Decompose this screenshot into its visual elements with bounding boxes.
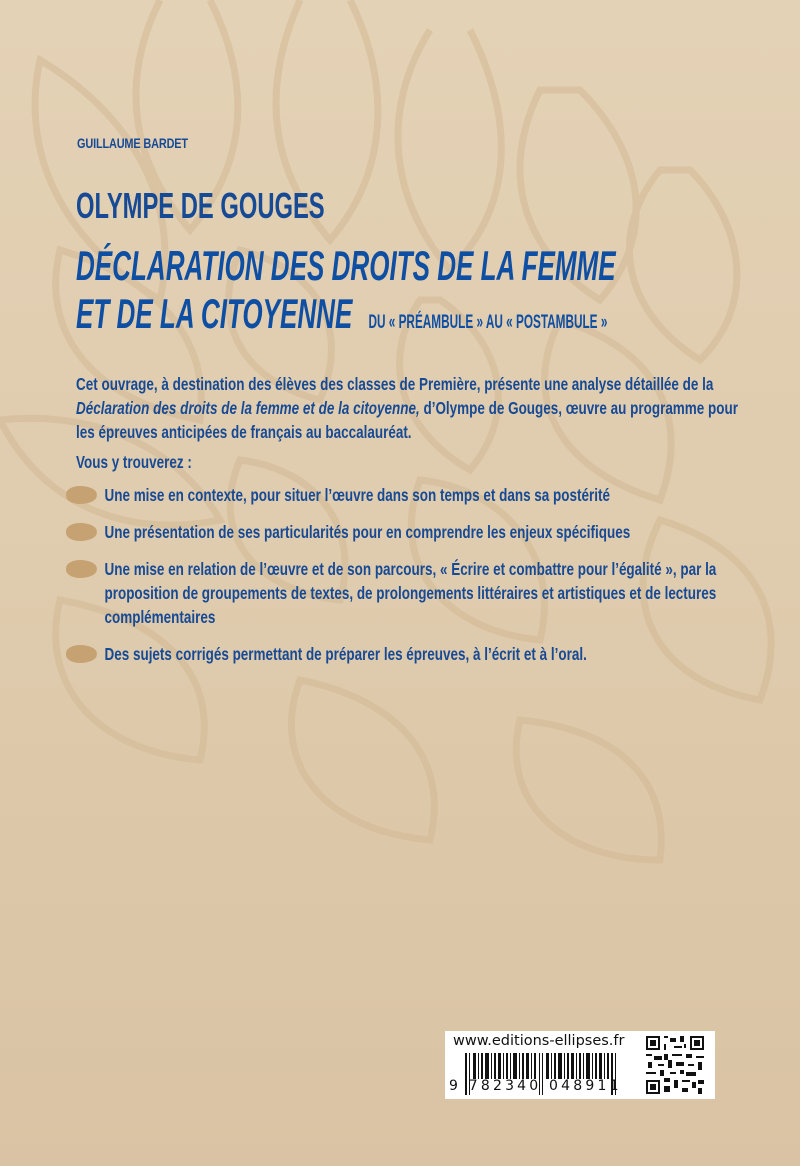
list-item — [66, 557, 744, 629]
isbn-block — [445, 1031, 715, 1099]
subject-name: OLYMPE DE GOUGES — [76, 185, 325, 226]
intro-text-before: Cet ouvrage, à destination des élèves des classes de Première, présente une analyse détaillée de la — [76, 374, 714, 394]
book-subtitle: DU « PRÉAMBULE » AU « POSTAMBULE » — [368, 312, 608, 333]
list-item — [66, 642, 744, 666]
title-line-2-text: ET DE LA CITOYENNE — [76, 290, 353, 337]
intro-italic-title: Déclaration des droits de la femme et de la citoyenne, — [76, 398, 420, 418]
list-item — [66, 483, 744, 507]
list-item-text: Une mise en contexte, pour situer l’œuvre dans son temps et dans sa postérité — [104, 485, 610, 505]
isbn-number: 9 782340 048911 — [449, 1078, 622, 1094]
author-name: GUILLAUME BARDET — [77, 135, 188, 151]
list-item-text: Des sujets corrigés permettant de préparer les épreuves, à l’écrit et à l’oral. — [104, 644, 587, 664]
list-item-text: Une présentation de ses particularités pour en comprendre les enjeux spécifiques — [104, 522, 631, 542]
bullet-icon — [66, 645, 97, 663]
list-item — [66, 520, 744, 544]
list-item-text: Une mise en relation de l’œuvre et de son parcours, « Écrire et combattre pour l’égalité », par la proposition de groupements de textes, de prolongements littéraires et artistiques et de lectures complémentaires — [104, 559, 717, 627]
title-line-1: DÉCLARATION DES DROITS DE LA FEMME — [76, 242, 616, 289]
find-label: Vous y trouverez : — [76, 452, 192, 472]
qr-code-icon — [643, 1036, 707, 1094]
bullet-icon — [66, 560, 97, 578]
intro-text-after: d’Olympe de Gouges, œuvre au programme pour les épreuves anticipées de français au baccalauréat. — [76, 398, 738, 442]
intro-paragraph — [76, 372, 738, 444]
bullet-icon — [66, 486, 97, 504]
intro-text — [76, 372, 738, 474]
feature-list — [66, 483, 744, 679]
book-title — [76, 242, 616, 347]
bullet-icon — [66, 523, 97, 541]
publisher-website[interactable]: www.editions-ellipses.fr — [453, 1033, 625, 1049]
title-line-2 — [76, 290, 616, 347]
